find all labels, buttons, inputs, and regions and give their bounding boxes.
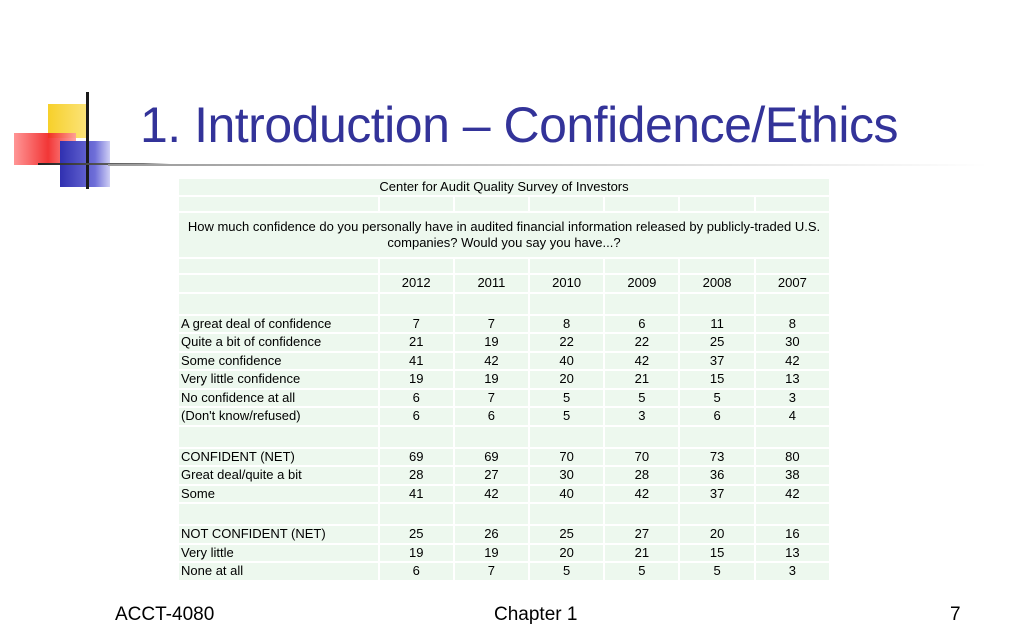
cell-value: 5 bbox=[604, 389, 679, 408]
row-label: None at all bbox=[178, 562, 379, 581]
cell-value: 5 bbox=[529, 562, 604, 581]
cell-value: 25 bbox=[379, 525, 454, 544]
title-divider bbox=[108, 164, 988, 166]
cell-value: 8 bbox=[529, 315, 604, 334]
cell-value: 26 bbox=[454, 525, 529, 544]
cell-value: 3 bbox=[604, 407, 679, 426]
cell-value: 21 bbox=[604, 370, 679, 389]
cell-value: 27 bbox=[604, 525, 679, 544]
cell-value: 28 bbox=[379, 466, 454, 485]
cell-value: 16 bbox=[755, 525, 830, 544]
cell-value: 70 bbox=[604, 448, 679, 467]
cell-value: 20 bbox=[529, 544, 604, 563]
cell-value: 7 bbox=[379, 315, 454, 334]
cell-value: 15 bbox=[679, 370, 754, 389]
cell-value: 5 bbox=[604, 562, 679, 581]
table-title: Center for Audit Quality Survey of Investors bbox=[178, 178, 830, 196]
cell-value: 6 bbox=[604, 315, 679, 334]
cell-value: 42 bbox=[454, 485, 529, 504]
footer-page-number: 7 bbox=[950, 604, 961, 625]
cell-value: 42 bbox=[454, 352, 529, 371]
cell-value: 13 bbox=[755, 370, 830, 389]
cell-value: 25 bbox=[529, 525, 604, 544]
cell-value: 5 bbox=[679, 562, 754, 581]
cell-value: 7 bbox=[454, 562, 529, 581]
cell-value: 70 bbox=[529, 448, 604, 467]
cell-value: 15 bbox=[679, 544, 754, 563]
cell-value: 42 bbox=[755, 352, 830, 371]
year-header: 2009 bbox=[604, 274, 679, 293]
cell-value: 20 bbox=[529, 370, 604, 389]
cell-value: 5 bbox=[529, 407, 604, 426]
table-row bbox=[178, 466, 830, 485]
cell-value: 22 bbox=[529, 333, 604, 352]
cell-value: 38 bbox=[755, 466, 830, 485]
row-label: Very little bbox=[178, 544, 379, 563]
cell-value: 3 bbox=[755, 562, 830, 581]
table-row bbox=[178, 562, 830, 581]
slide-title: 1. Introduction – Confidence/Ethics bbox=[140, 97, 898, 153]
cell-value: 21 bbox=[379, 333, 454, 352]
cell-value: 37 bbox=[679, 352, 754, 371]
row-label: (Don't know/refused) bbox=[178, 407, 379, 426]
year-header: 2007 bbox=[755, 274, 830, 293]
cell-value: 6 bbox=[379, 562, 454, 581]
row-label: No confidence at all bbox=[178, 389, 379, 408]
row-label: NOT CONFIDENT (NET) bbox=[178, 525, 379, 544]
cell-value: 42 bbox=[604, 352, 679, 371]
logo-vertical-line bbox=[86, 92, 89, 189]
year-header: 2010 bbox=[529, 274, 604, 293]
cell-value: 30 bbox=[529, 466, 604, 485]
cell-value: 19 bbox=[379, 370, 454, 389]
row-label: CONFIDENT (NET) bbox=[178, 448, 379, 467]
survey-table-body bbox=[178, 178, 830, 581]
cell-value: 13 bbox=[755, 544, 830, 563]
row-label: Quite a bit of confidence bbox=[178, 333, 379, 352]
cell-value: 6 bbox=[379, 389, 454, 408]
table-row bbox=[178, 315, 830, 334]
cell-value: 80 bbox=[755, 448, 830, 467]
cell-value: 69 bbox=[454, 448, 529, 467]
year-header-row bbox=[178, 274, 830, 293]
cell-value: 4 bbox=[755, 407, 830, 426]
cell-value: 41 bbox=[379, 485, 454, 504]
cell-value: 36 bbox=[679, 466, 754, 485]
table-row bbox=[178, 407, 830, 426]
cell-value: 42 bbox=[604, 485, 679, 504]
cell-value: 19 bbox=[379, 544, 454, 563]
table-row bbox=[178, 352, 830, 371]
row-label: Some bbox=[178, 485, 379, 504]
cell-value: 25 bbox=[679, 333, 754, 352]
table-row bbox=[178, 448, 830, 467]
cell-value: 69 bbox=[379, 448, 454, 467]
spacer-row bbox=[178, 426, 830, 448]
cell-value: 19 bbox=[454, 544, 529, 563]
cell-value: 37 bbox=[679, 485, 754, 504]
question-row bbox=[178, 212, 830, 258]
cell-value: 40 bbox=[529, 352, 604, 371]
cell-value: 8 bbox=[755, 315, 830, 334]
table-title-row bbox=[178, 178, 830, 196]
year-header: 2012 bbox=[379, 274, 454, 293]
cell-value: 5 bbox=[679, 389, 754, 408]
cell-value: 3 bbox=[755, 389, 830, 408]
year-header: 2008 bbox=[679, 274, 754, 293]
row-label: Great deal/quite a bit bbox=[178, 466, 379, 485]
cell-value: 6 bbox=[379, 407, 454, 426]
footer-chapter: Chapter 1 bbox=[494, 604, 578, 625]
spacer-row bbox=[178, 258, 830, 274]
footer-course: ACCT-4080 bbox=[115, 604, 215, 625]
table-row bbox=[178, 485, 830, 504]
cell-value: 40 bbox=[529, 485, 604, 504]
year-header-blank bbox=[178, 274, 379, 293]
row-label: A great deal of confidence bbox=[178, 315, 379, 334]
cell-value: 6 bbox=[679, 407, 754, 426]
cell-value: 28 bbox=[604, 466, 679, 485]
spacer-row bbox=[178, 503, 830, 525]
table-row bbox=[178, 525, 830, 544]
cell-value: 27 bbox=[454, 466, 529, 485]
cell-value: 41 bbox=[379, 352, 454, 371]
table-row bbox=[178, 389, 830, 408]
table-row bbox=[178, 333, 830, 352]
cell-value: 21 bbox=[604, 544, 679, 563]
cell-value: 5 bbox=[529, 389, 604, 408]
cell-value: 11 bbox=[679, 315, 754, 334]
survey-table bbox=[177, 177, 831, 582]
row-label: Some confidence bbox=[178, 352, 379, 371]
spacer-row bbox=[178, 196, 830, 212]
table-row bbox=[178, 544, 830, 563]
cell-value: 30 bbox=[755, 333, 830, 352]
cell-value: 42 bbox=[755, 485, 830, 504]
spacer-row bbox=[178, 293, 830, 315]
cell-value: 73 bbox=[679, 448, 754, 467]
cell-value: 22 bbox=[604, 333, 679, 352]
cell-value: 7 bbox=[454, 315, 529, 334]
year-header: 2011 bbox=[454, 274, 529, 293]
cell-value: 19 bbox=[454, 333, 529, 352]
table-row bbox=[178, 370, 830, 389]
cell-value: 19 bbox=[454, 370, 529, 389]
cell-value: 6 bbox=[454, 407, 529, 426]
cell-value: 20 bbox=[679, 525, 754, 544]
cell-value: 7 bbox=[454, 389, 529, 408]
row-label: Very little confidence bbox=[178, 370, 379, 389]
survey-question: How much confidence do you personally have in audited financial information released by publicly-traded U.S. companies? Would you say you have...? bbox=[178, 212, 830, 258]
